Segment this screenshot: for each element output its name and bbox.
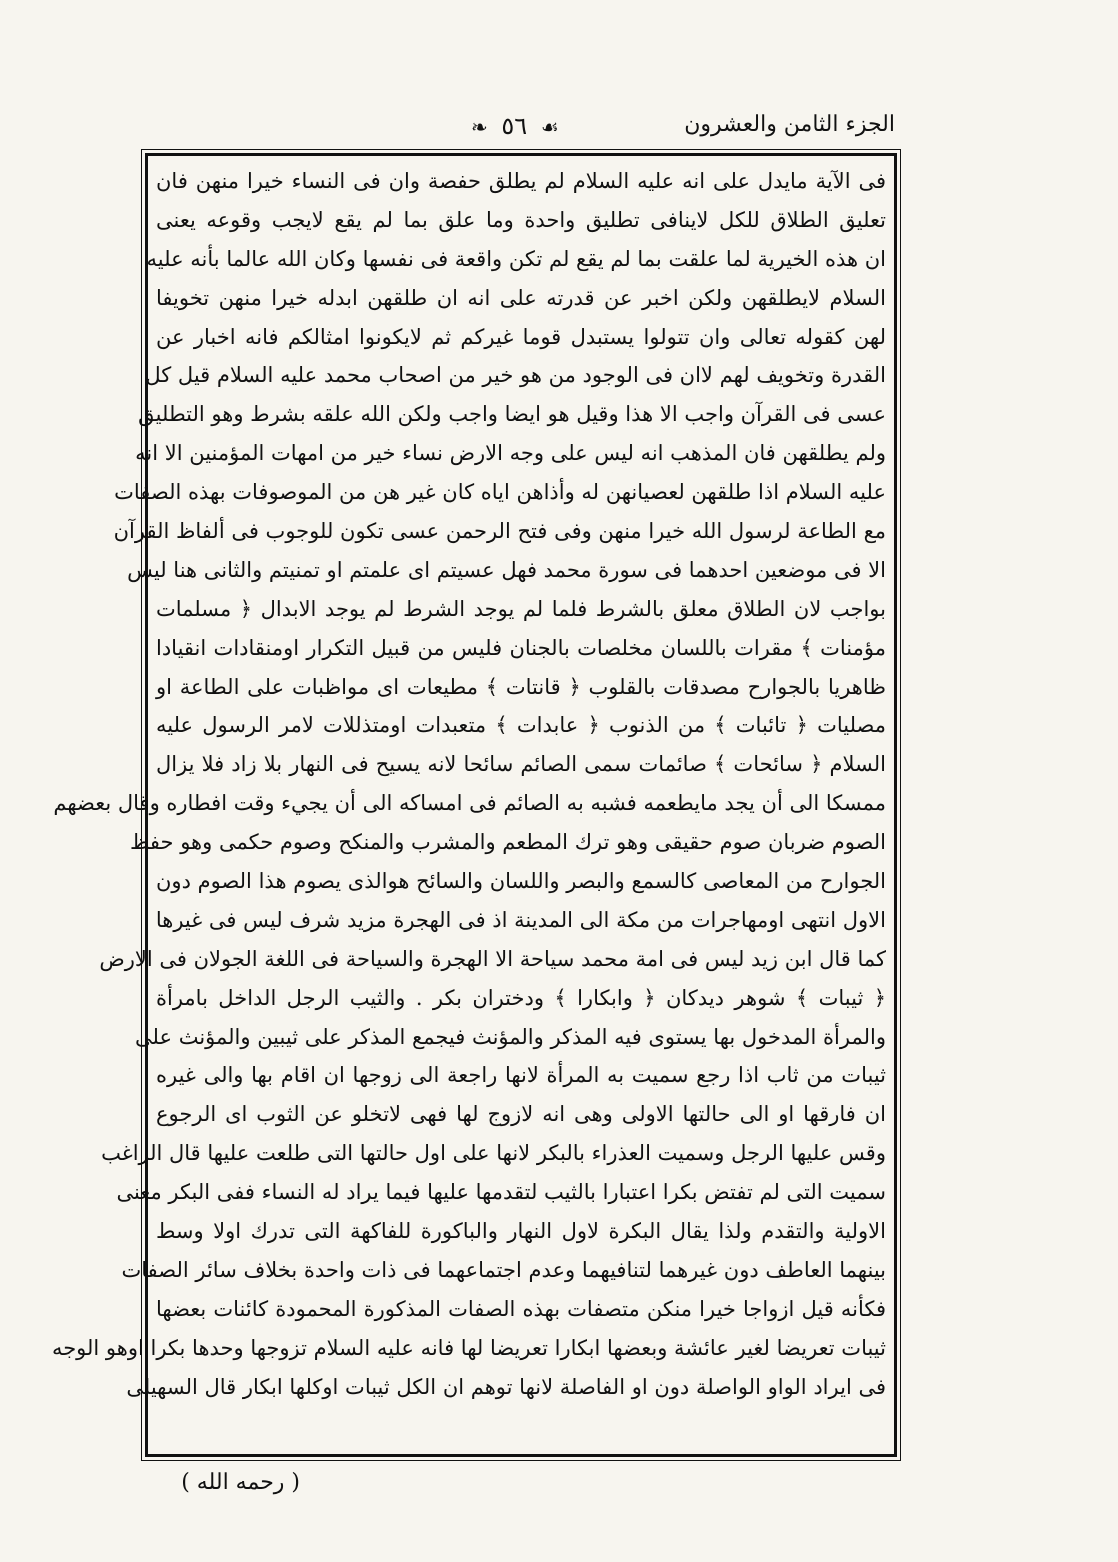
text-line: الجوارح من المعاصى كالسمع والبصر واللسان والسائح هوالذى يصوم هذا الصوم دون (156, 869, 886, 894)
text-line: تعليق الطلاق للكل لاينافى تطليق واحدة وما علق بما لم يقع لايجب وقوعه يعنى (156, 207, 886, 232)
ornament-right-icon: ☙ (540, 115, 559, 139)
text-line: مصليات ﴿ تائبات ﴾ من الذنوب ﴿ عابدات ﴾ متعبدات اومتذللات لامر الرسول عليه (156, 713, 886, 738)
text-line: الصوم ضربان صوم حقيقى وهو ترك المطعم والمشرب والمنكح وصوم حكمى وهو حفظ (130, 830, 886, 855)
text-line: وقس عليها الرجل وسميت العذراء بالبكر لانها على اول حالتها التى طلعت عليها قال الراغب (101, 1141, 886, 1166)
text-line: بينهما العاطف دون غيرهما لتنافيهما وعدم اجتماعهما فى ذات واحدة بخلاف سائر الصفات (121, 1257, 886, 1282)
text-line: مؤمنات ﴾ مقرات باللسان مخلصات بالجنان فليس من قبيل التكرار اومنقادات انقيادا (156, 635, 886, 660)
volume-title: الجزء الثامن والعشرون (684, 112, 895, 137)
text-line: الاولية والتقدم ولذا يقال البكرة لاول النهار والباكورة للفاكهة التى تدرك اولا وسط (156, 1219, 886, 1244)
text-line: فكأنه قيل ازواجا خيرا منكن متصفات بهذه الصفات المذكورة المحمودة كائنات بعضها (156, 1296, 886, 1321)
text-line: فى الآية مايدل على انه عليه السلام لم يطلق حفصة وان فى النساء خيرا منهن فان (156, 169, 886, 193)
text-line: القدرة وتخويف لهم لاان فى الوجود من هو خير من اصحاب محمد عليه السلام قيل كل (145, 363, 886, 388)
text-line: فى ايراد الواو الواصلة دون او الفاصلة لانها توهم ان الكل ثيبات اوكلها ابكار قال السهيلى (126, 1374, 886, 1399)
text-frame (51, 153, 897, 1457)
text-line: السلام لايطلقهن ولكن اخبر عن قدرته على انه ان طلقهن ابدله خيرا منهن تخويفا (156, 285, 886, 310)
ornament-left-icon: ❧ (471, 115, 488, 139)
text-line: ﴿ ثيبات ﴾ شوهر ديدكان ﴿ وابكارا ﴾ ودختران بكر . والثيب الرجل الداخل بامرأة (156, 985, 886, 1010)
text-line: عسى فى القرآن واجب الا هذا وقيل هو ايضا واجب ولكن الله علقه بشرط وهو التطليق (138, 402, 886, 427)
page-header (150, 112, 895, 148)
text-line: ثيبات تعريضا لغير عائشة وبعضها ابكارا تعريضا لها فانه عليه السلام تزوجها وحدها بكرا اوهو الوجه (51, 1335, 886, 1360)
text-line: عليه السلام اذا طلقهن لعصيانهن له وأذاهن اياه كان غير هن من الموصوفات بهذه الصفات (114, 480, 886, 505)
text-line: مع الطاعة لرسول الله خيرا منهن وفى فتح الرحمن عسى تكون للوجوب فى ألفاظ القرآن (113, 519, 886, 544)
text-line: ان فارقها او الى حالتها الاولى وهى انه لازوج لها فهى لاتخلو عن الثوب اى الرجوع (156, 1102, 886, 1127)
text-line: الاول انتهى اومهاجرات من مكة الى المدينة اذ فى الهجرة مزيد شرف ليس فى غيرها (155, 907, 886, 932)
text-line: بواجب لان الطلاق معلق بالشرط فلما لم يوجد الشرط لم يوجد الابدال ﴿ مسلمات (156, 596, 886, 621)
text-line: ان هذه الخيرية لما علقت بما لم يقع لم تكن واقعة فى نفسها وكان الله عالما بأنه عليه (146, 246, 886, 271)
page-number: ٥٦ (501, 112, 528, 140)
text-body (51, 162, 886, 1407)
text-line: سميت التى لم تفتض بكرا اعتبارا بالثيب لتقدمها عليها فيما يراد له النساء ففى البكر معنى (116, 1180, 886, 1205)
text-line: ثيبات من ثاب اذا رجع سميت به المرأة لانها راجعة الى زوجها ان اقام بها والى غيره (156, 1063, 886, 1088)
page-number-block (465, 112, 565, 140)
text-line: ولم يطلقهن فان المذهب انه ليس على وجه الارض نساء خير من امهات المؤمنين الا انه (135, 441, 886, 466)
text-line: السلام ﴿ سائحات ﴾ صائمات سمى الصائم سائحا لانه يسيح فى النهار بلا زاد فلا يزال (156, 752, 886, 777)
text-line: والمرأة المدخول بها يستوى فيه المذكر والمؤنث فيجمع المذكر على ثيبين والمؤنث على (135, 1024, 886, 1049)
text-line: ممسكا الى أن يجد مايطعمه فشبه به الصائم فى امساكه الى أن يجيء وقت افطاره وقال بعضهم (53, 791, 886, 816)
text-line: كما قال ابن زيد ليس فى امة محمد سياحة الا الهجرة والسياحة فى اللغة الجولان فى الارض (99, 946, 886, 971)
text-line: لهن كقوله تعالى وان تتولوا يستبدل قوما غيركم ثم لايكونوا امثالكم فانه اخبار عن (156, 324, 886, 349)
text-line: ظاهريا بالجوارح مصدقات بالقلوب ﴿ قانتات ﴾ مطيعات اى مواظبات على الطاعة او (156, 674, 886, 699)
text-line: الا فى موضعين احدهما فى سورة محمد فهل عسيتم اى علمتم او تمنيتم والثانى هنا ليس (127, 557, 886, 582)
catchword: ( رحمه الله ) (181, 1470, 300, 1495)
